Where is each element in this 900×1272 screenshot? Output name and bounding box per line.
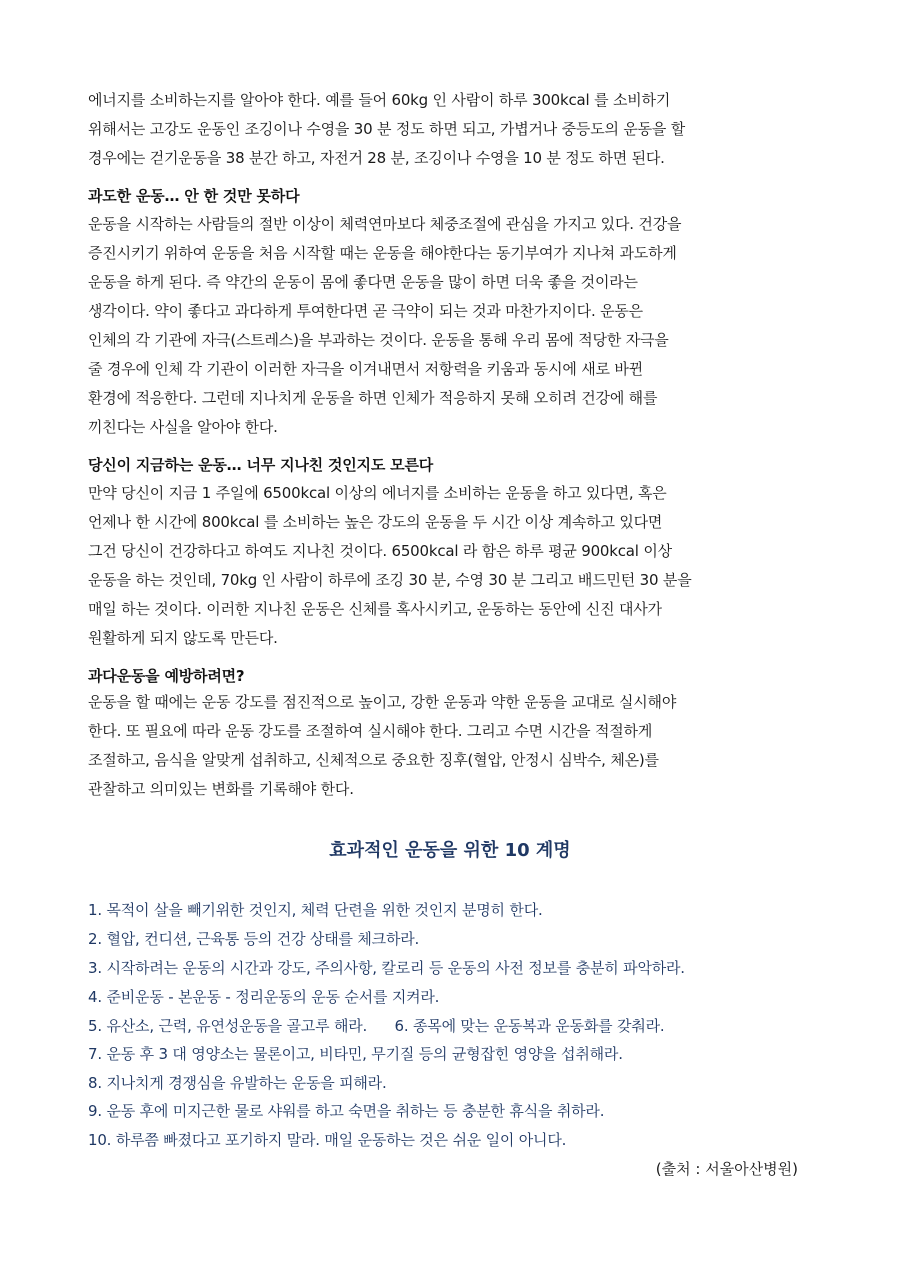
paragraph-line: 운동을 하게 된다. 즉 약간의 운동이 몸에 좋다면 운동을 많이 하면 더욱 좋을 것이라는 xyxy=(88,273,638,291)
section-heading: 과다운동을 예방하려면? xyxy=(88,667,245,685)
paragraph-line: 원활하게 되지 않도록 만든다. xyxy=(88,629,278,647)
paragraph-line: 운동을 하는 것인데, 70kg 인 사람이 하루에 조깅 30 분, 수영 30 분 그리고 배드민턴 30 분을 xyxy=(88,571,692,589)
paragraph-line: 그건 당신이 건강하다고 하여도 지나친 것이다. 6500kcal 라 함은 하루 평균 900kcal 이상 xyxy=(88,542,672,560)
intro-line: 위해서는 고강도 운동인 조깅이나 수영을 30 분 정도 하면 되고, 가볍거나 중등도의 운동을 할 xyxy=(88,120,686,138)
commandment-item: 9. 운동 후에 미지근한 물로 샤워를 하고 숙면을 취하는 등 충분한 휴식을 취하라. xyxy=(88,1102,605,1120)
paragraph-line: 생각이다. 약이 좋다고 과다하게 투여한다면 곧 극약이 되는 것과 마찬가지이다. 운동은 xyxy=(88,302,643,320)
paragraph-line: 매일 하는 것이다. 이러한 지나친 운동은 신체를 혹사시키고, 운동하는 동안에 신진 대사가 xyxy=(88,600,662,618)
intro-line: 경우에는 걷기운동을 38 분간 하고, 자전거 28 분, 조깅이나 수영을 10 분 정도 하면 된다. xyxy=(88,149,665,167)
commandment-item: 2. 혈압, 컨디션, 근육통 등의 건강 상태를 체크하라. xyxy=(88,930,420,948)
paragraph-line: 환경에 적응한다. 그런데 지나치게 운동을 하면 인체가 적응하지 못해 오히려 건강에 해를 xyxy=(88,389,658,407)
section-heading: 과도한 운동… 안 한 것만 못하다 xyxy=(88,187,300,205)
paragraph-line: 증진시키기 위하여 운동을 처음 시작할 때는 운동을 해야한다는 동기부여가 지나쳐 과도하게 xyxy=(88,244,677,262)
paragraph-line: 조절하고, 음식을 알맞게 섭취하고, 신체적으로 중요한 징후(혈압, 안정시 심박수, 체온)를 xyxy=(88,751,659,769)
paragraph-line: 운동을 시작하는 사람들의 절반 이상이 체력연마보다 체중조절에 관심을 가지고 있다. 건강을 xyxy=(88,215,682,233)
intro-line: 에너지를 소비하는지를 알아야 한다. 예를 들어 60kg 인 사람이 하루 300kcal 를 소비하기 xyxy=(88,91,671,109)
paragraph-line: 한다. 또 필요에 따라 운동 강도를 조절하여 실시해야 한다. 그리고 수면 시간을 적절하게 xyxy=(88,722,653,740)
paragraph-line: 인체의 각 기관에 자극(스트레스)을 부과하는 것이다. 운동을 통해 우리 몸에 적당한 자극을 xyxy=(88,331,669,349)
paragraph-line: 관찰하고 의미있는 변화를 기록해야 한다. xyxy=(88,780,354,798)
paragraph-line: 언제나 한 시간에 800kcal 를 소비하는 높은 강도의 운동을 두 시간 이상 계속하고 있다면 xyxy=(88,513,663,531)
paragraph-line: 운동을 할 때에는 운동 강도를 점진적으로 높이고, 강한 운동과 약한 운동을 교대로 실시해야 xyxy=(88,693,677,711)
paragraph-line: 만약 당신이 지금 1 주일에 6500kcal 이상의 에너지를 소비하는 운동을 하고 있다면, 혹은 xyxy=(88,484,667,502)
commandment-item: 8. 지나치게 경쟁심을 유발하는 운동을 피해라. xyxy=(88,1074,387,1092)
commandments-title: 효과적인 운동을 위한 10 계명 xyxy=(329,840,571,861)
paragraph-line: 끼친다는 사실을 알아야 한다. xyxy=(88,418,278,436)
commandment-item: 7. 운동 후 3 대 영양소는 물론이고, 비타민, 무기질 등의 균형잡힌 영양을 섭취해라. xyxy=(88,1045,623,1063)
section-heading: 당신이 지금하는 운동… 너무 지나친 것인지도 모른다 xyxy=(88,456,434,474)
commandment-item: 1. 목적이 살을 빼기위한 것인지, 체력 단련을 위한 것인지 분명히 한다. xyxy=(88,901,543,919)
commandment-item: 3. 시작하려는 운동의 시간과 강도, 주의사항, 칼로리 등 운동의 사전 정보를 충분히 파악하라. xyxy=(88,959,685,977)
commandment-item: 4. 준비운동 - 본운동 - 정리운동의 운동 순서를 지켜라. xyxy=(88,988,440,1006)
source-citation: (출처 : 서울아산병원) xyxy=(655,1160,798,1178)
paragraph-line: 줄 경우에 인체 각 기관이 이러한 자극을 이겨내면서 저항력을 키움과 동시에 새로 바뀐 xyxy=(88,360,643,378)
commandment-item: 5. 유산소, 근력, 유연성운동을 골고루 해라. 6. 종목에 맞는 운동복과 운동화를 갖춰라. xyxy=(88,1017,665,1035)
commandment-item: 10. 하루쯤 빠졌다고 포기하지 말라. 매일 운동하는 것은 쉬운 일이 아니다. xyxy=(88,1131,567,1149)
